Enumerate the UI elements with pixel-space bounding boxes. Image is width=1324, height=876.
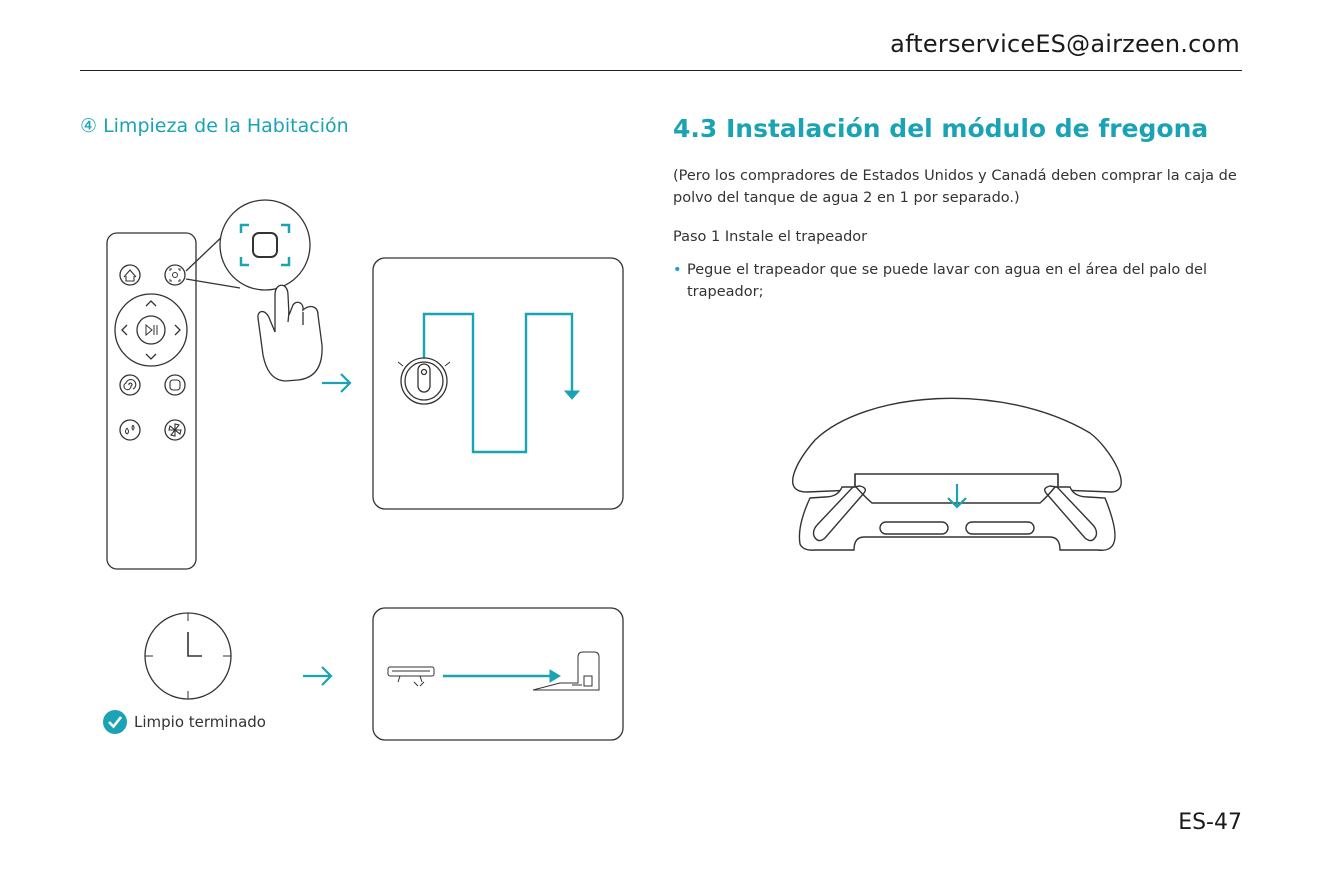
spot-clean-button: [165, 265, 185, 285]
path-end-arrow: [565, 391, 579, 399]
pointing-hand: [258, 285, 322, 381]
dpad-ring: [115, 294, 187, 366]
magnify-callout: [186, 200, 310, 290]
cleaning-path-panel: [373, 258, 623, 509]
arrow-right-icon: [303, 667, 331, 685]
mop-module-illustration: [793, 398, 1122, 550]
edge-clean-button: [120, 375, 140, 395]
remote-control: [107, 233, 196, 569]
left-section-heading: ④ Limpieza de la Habitación: [80, 115, 349, 137]
done-label: Limpio terminado: [134, 713, 266, 731]
water-icon: [126, 425, 135, 434]
check-icon: [103, 710, 127, 734]
play-pause-icon: [146, 325, 157, 335]
bullet-text: Pegue el trapeador que se puede lavar con agua en el área del palo del trapeador;: [687, 262, 1207, 300]
dpad-down-arrow: [146, 354, 156, 359]
clock-icon: [145, 613, 231, 699]
intro-paragraph: (Pero los compradores de Estados Unidos y Canadá deben comprar la caja de polvo del tanque de agua 2 en 1 por separado.): [673, 168, 1237, 206]
room-icon: [170, 380, 180, 390]
play-pause-button: [137, 316, 165, 344]
dock-arrow-head: [550, 670, 560, 682]
home-button: [120, 265, 140, 285]
spot-clean-icon: [170, 269, 180, 281]
dpad-right-arrow: [175, 325, 180, 335]
home-icon: [124, 270, 136, 281]
robot-vacuum-top: [398, 358, 450, 404]
arrow-right-icon: [322, 374, 350, 392]
right-section-heading: 4.3 Instalación del módulo de fregona: [673, 114, 1209, 143]
return-to-dock-panel: [373, 608, 623, 740]
fan-icon: [169, 424, 181, 436]
header-email: afterserviceES@airzeen.com: [890, 30, 1240, 58]
charging-dock: [533, 652, 599, 690]
dpad-left-arrow: [122, 325, 127, 335]
page-number: ES-47: [1178, 810, 1242, 835]
water-button: [120, 420, 140, 440]
step-title: Paso 1 Instale el trapeador: [673, 229, 868, 245]
bullet-dot: •: [673, 262, 682, 278]
room-clean-button: [165, 375, 185, 395]
robot-vacuum-side: [388, 667, 434, 686]
dpad-up-arrow: [146, 301, 156, 306]
edge-spiral-icon: [124, 380, 136, 390]
